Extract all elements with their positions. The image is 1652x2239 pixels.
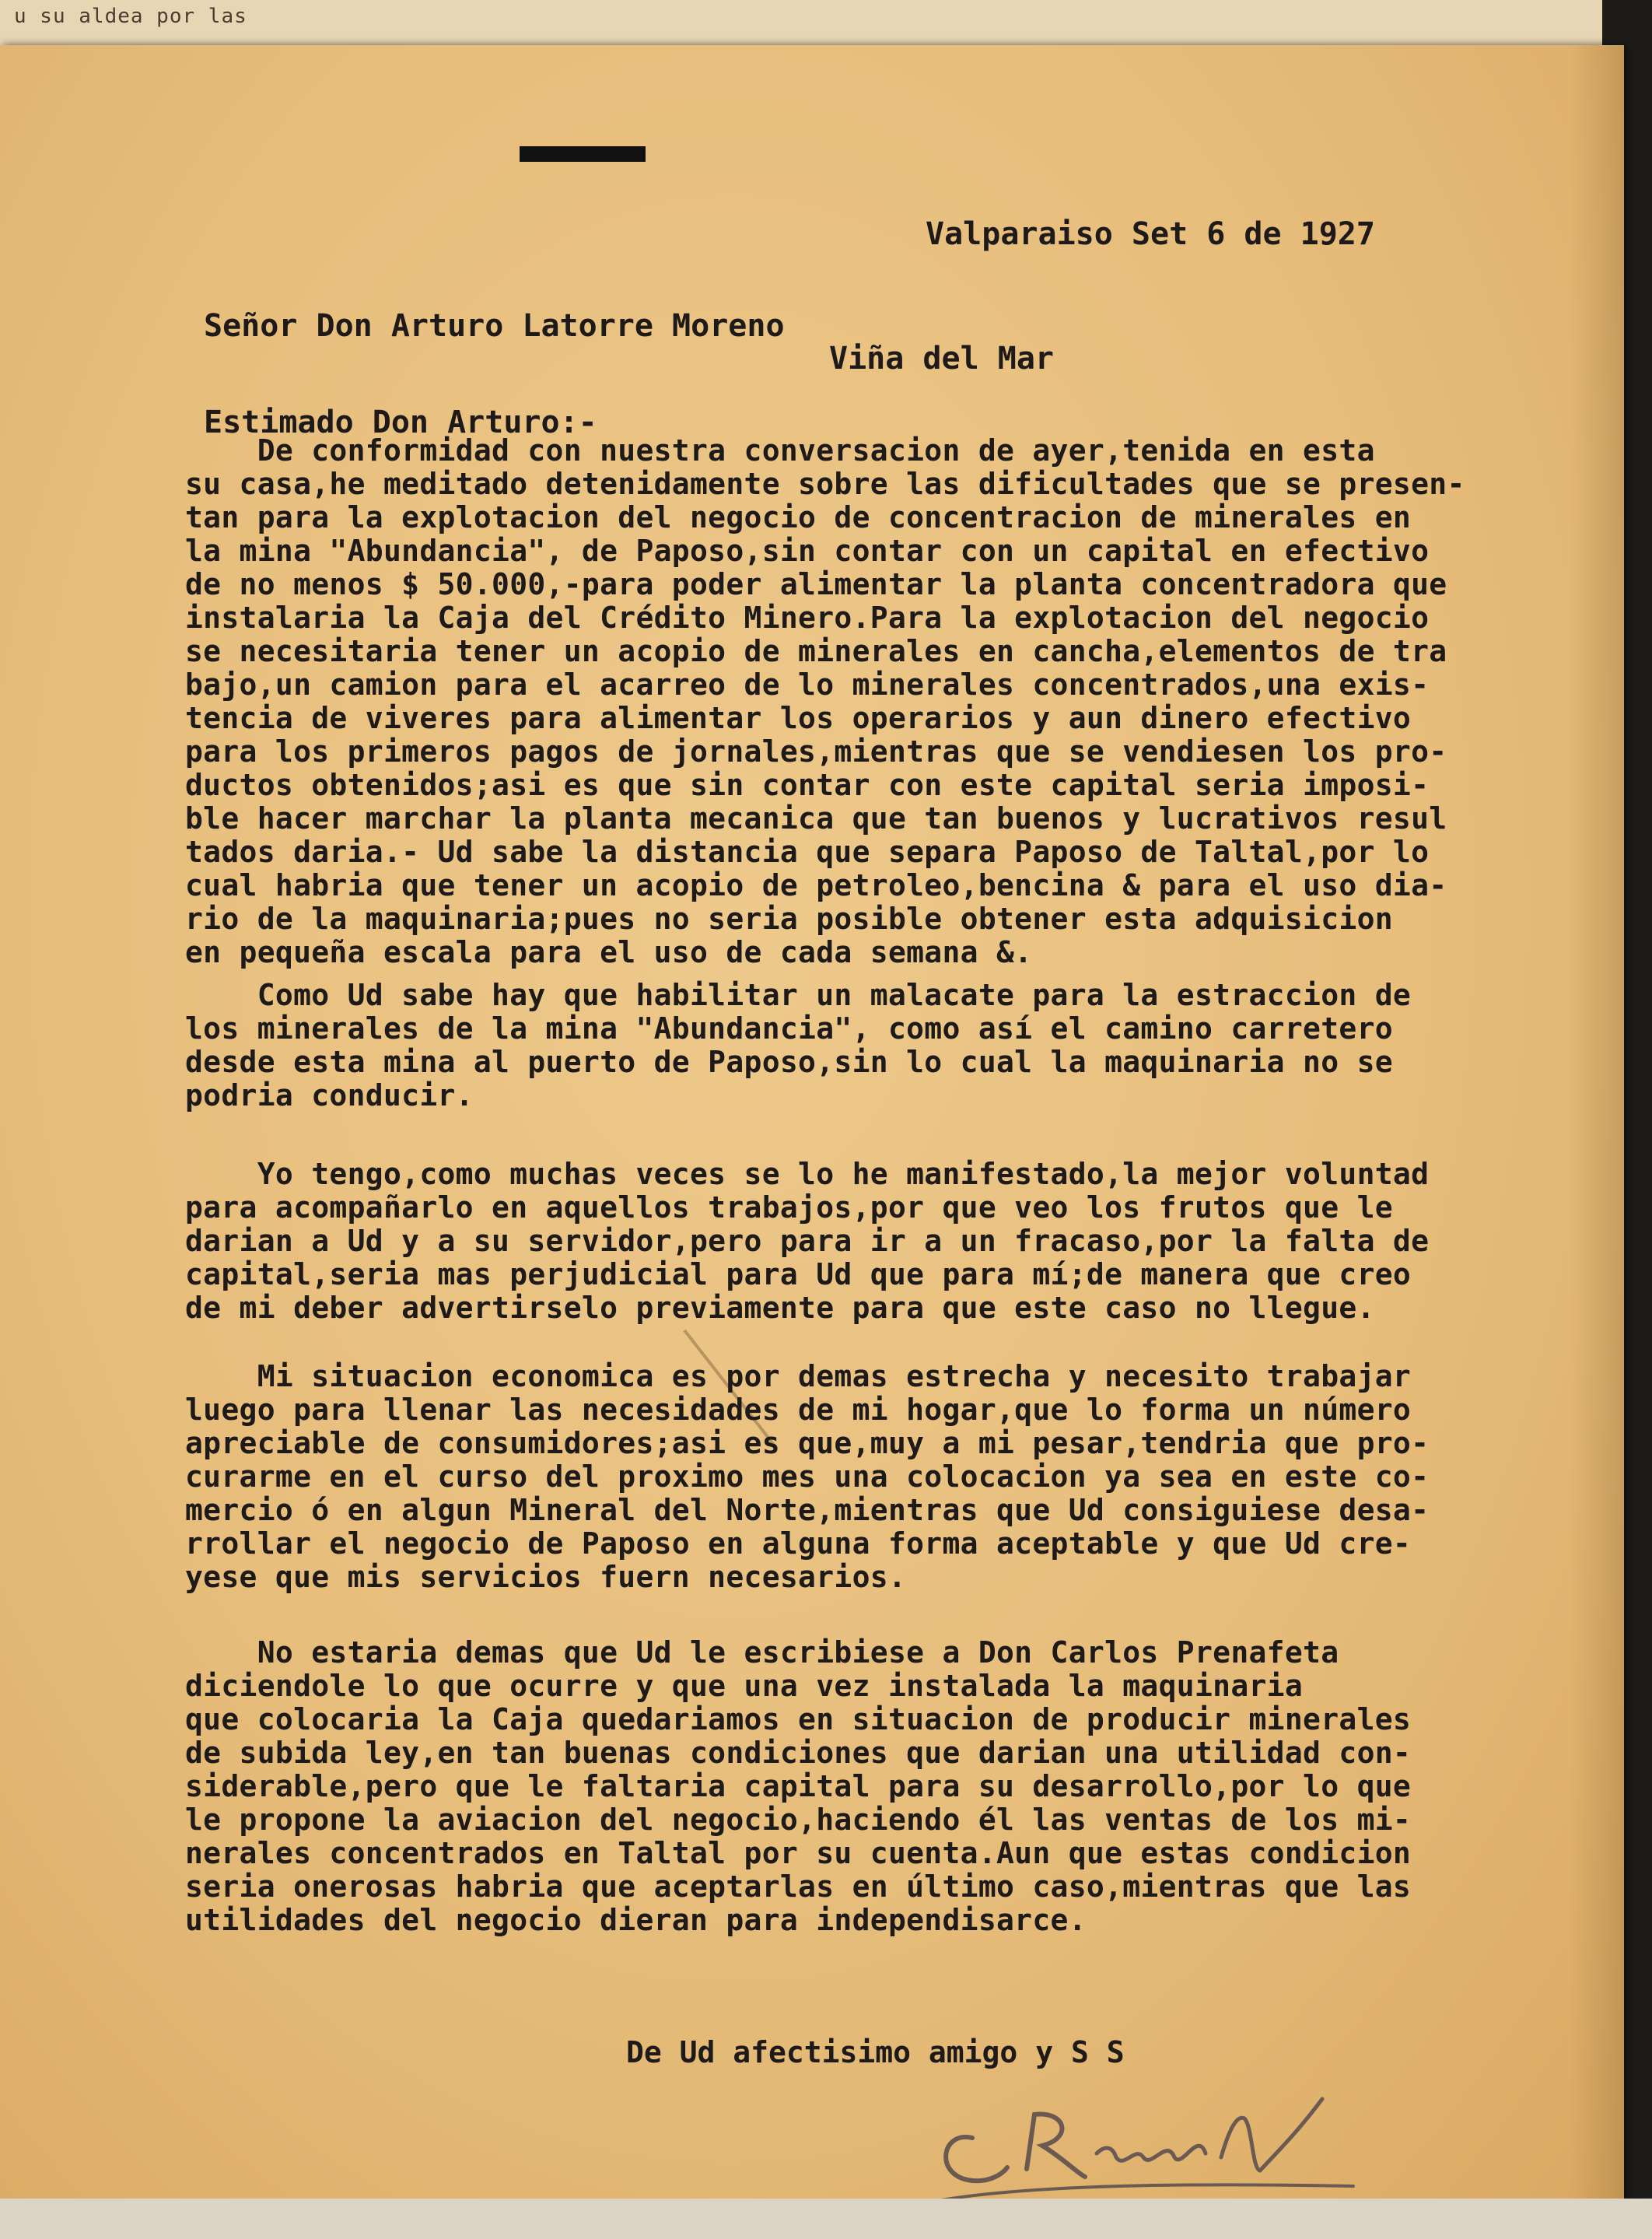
paragraph-5	[185, 1636, 1624, 1937]
text-line: Yo tengo,como muchas veces se lo he manifestado,la mejor voluntad	[185, 1157, 1430, 1191]
text-line: nerales concentrados en Taltal por su cuenta.Aun que estas condicion	[185, 1836, 1412, 1870]
text-line: para acompañarlo en aquellos trabajos,por que veo los frutos que le	[185, 1190, 1393, 1225]
handwritten-signature	[918, 2083, 1400, 2208]
text-line: instalaria la Caja del Crédito Minero.Para la explotacion del negocio	[185, 601, 1430, 635]
closing: De Ud afectisimo amigo y S S	[626, 2035, 1125, 2069]
salutation: Estimado Don Arturo:-	[204, 405, 597, 440]
text-line: Como Ud sabe hay que habilitar un malacate para la estraccion de	[185, 978, 1412, 1012]
paragraph-4	[185, 1360, 1624, 1594]
text-line: de mi deber advertirselo previamente para que este caso no llegue.	[185, 1291, 1375, 1325]
text-line: rrollar el negocio de Paposo en alguna forma aceptable y que Ud cre-	[185, 1526, 1412, 1561]
underlying-page-strip	[0, 2199, 1652, 2239]
text-line: darian a Ud y a su servidor,pero para ir a un fracaso,por la falta de	[185, 1224, 1430, 1258]
text-line: siderable,pero que le faltaria capital para su desarrollo,por lo que	[185, 1769, 1412, 1803]
text-line: seria onerosas habria que aceptarlas en último caso,mientras que las	[185, 1869, 1412, 1904]
text-line: capital,seria mas perjudicial para Ud que para mí;de manera que creo	[185, 1257, 1412, 1291]
letter-paper	[0, 45, 1624, 2200]
text-line: los minerales de la mina "Abundancia", como así el camino carretero	[185, 1011, 1393, 1046]
letterhead-bar	[520, 146, 646, 162]
text-line: tan para la explotacion del negocio de concentracion de minerales en	[185, 500, 1412, 534]
previous-page-fragment: u su aldea por las	[14, 5, 247, 28]
text-line: No estaria demas que Ud le escribiese a Don Carlos Prenafeta	[185, 1635, 1339, 1670]
text-line: bajo,un camion para el acarreo de lo minerales concentrados,una exis-	[185, 667, 1430, 702]
text-line: Mi situacion economica es por demas estrecha y necesito trabajar	[185, 1359, 1412, 1393]
recipient-name: Señor Don Arturo Latorre Moreno	[204, 308, 785, 344]
text-line: diciendole lo que ocurre y que una vez instalada la maquinaria	[185, 1669, 1304, 1703]
text-line: rio de la maquinaria;pues no seria posible obtener esta adquisicion	[185, 902, 1393, 936]
text-line: desde esta mina al puerto de Paposo,sin lo cual la maquinaria no se	[185, 1045, 1393, 1079]
paragraph-2	[185, 979, 1624, 1112]
text-line: mercio ó en algun Mineral del Norte,mientras que Ud consiguiese desa-	[185, 1493, 1430, 1527]
text-line: ductos obtenidos;asi es que sin contar con este capital seria imposi-	[185, 768, 1430, 802]
text-line: le propone la aviacion del negocio,haciendo él las ventas de los mi-	[185, 1803, 1412, 1837]
text-line: tencia de viveres para alimentar los operarios y aun dinero efectivo	[185, 701, 1412, 735]
letter-date: Valparaiso Set 6 de 1927	[926, 216, 1375, 252]
text-line: en pequeña escala para el uso de cada semana &.	[185, 935, 1033, 969]
text-line: la mina "Abundancia", de Paposo,sin contar con un capital en efectivo	[185, 534, 1430, 568]
text-line: de no menos $ 50.000,-para poder alimentar la planta concentradora que	[185, 567, 1447, 601]
recipient-location: Viña del Mar	[829, 341, 1054, 377]
text-line: luego para llenar las necesidades de mi hogar,que lo forma un número	[185, 1393, 1412, 1427]
text-line: utilidades del negocio dieran para independisarce.	[185, 1903, 1087, 1937]
text-line: que colocaria la Caja quedariamos en situacion de producir minerales	[185, 1702, 1412, 1736]
text-line: ble hacer marchar la planta mecanica que tan buenos y lucrativos resul	[185, 801, 1447, 836]
text-line: podria conducir.	[185, 1078, 474, 1112]
text-line: se necesitaria tener un acopio de minerales en cancha,elementos de tra	[185, 634, 1447, 668]
text-line: tados daria.- Ud sabe la distancia que separa Paposo de Taltal,por lo	[185, 835, 1430, 869]
text-line: de subida ley,en tan buenas condiciones que darian una utilidad con-	[185, 1736, 1412, 1770]
text-line: apreciable de consumidores;asi es que,muy a mi pesar,tendria que pro-	[185, 1426, 1430, 1460]
paragraph-1	[185, 434, 1624, 969]
paragraph-3	[185, 1158, 1624, 1325]
text-line: curarme en el curso del proximo mes una colocacion ya sea en este co-	[185, 1459, 1430, 1494]
text-line: yese que mis servicios fuern necesarios.	[185, 1560, 907, 1594]
text-line: De conformidad con nuestra conversacion de ayer,tenida en esta	[185, 433, 1375, 468]
previous-page-strip	[0, 0, 1602, 48]
text-line: cual habria que tener un acopio de petroleo,bencina & para el uso dia-	[185, 868, 1447, 902]
text-line: su casa,he meditado detenidamente sobre las dificultades que se presen-	[185, 467, 1465, 501]
text-line: para los primeros pagos de jornales,mientras que se vendiesen los pro-	[185, 734, 1447, 769]
